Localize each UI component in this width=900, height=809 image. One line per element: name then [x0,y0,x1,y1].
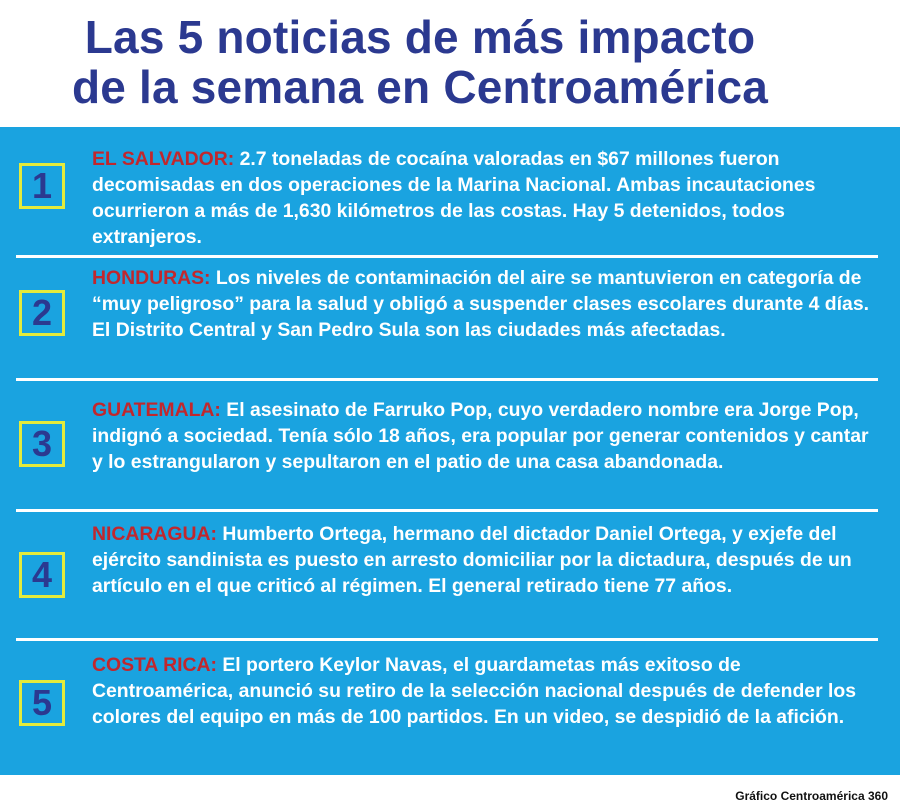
divider [16,509,878,512]
number-box: 3 [19,421,65,467]
country-label: GUATEMALA: [92,399,221,421]
country-label: EL SALVADOR: [92,148,235,170]
news-text [92,652,882,730]
page-title [0,12,840,112]
news-body: El portero Keylor Navas, el guardametas más exitoso de Centroamérica, anunció su retiro de la selección nacional después de defender los colores del equipo en más de 100 partidos. En un video, se despidió de la afición. [92,654,857,728]
news-text [92,146,882,250]
news-body: 2.7 toneladas de cocaína valoradas en $67 millones fueron decomisadas en dos operaciones de la Marina Nacional. Ambas incautaciones ocurrieron a más de 1,630 kilómetros de las costas. Hay 5 detenidos, todos extranjeros. [92,148,816,248]
divider [16,255,878,258]
news-body: Humberto Ortega, hermano del dictador Daniel Ortega, y exjefe del ejército sandinista es puesto en arresto domiciliar por la dictadura, después de un artículo en el que criticó al régimen. El general retirado tiene 77 años. [92,523,852,597]
news-text [92,397,882,475]
news-body: Los niveles de contaminación del aire se mantuvieron en categoría de “muy peligroso” para la salud y obligó a suspender clases escolares durante 4 días. El Distrito Central y San Pedro Sula son las ciudades más afectadas. [92,267,869,341]
country-label: COSTA RICA: [92,654,217,676]
title-line-2: de la semana en Centroamérica [71,61,769,113]
number-box: 5 [19,680,65,726]
divider [16,378,878,381]
news-body: El asesinato de Farruko Pop, cuyo verdadero nombre era Jorge Pop, indignó a sociedad. Tenía sólo 18 años, era popular por generar contenidos y cantar y lo estrangularon y sepultaron en el patio de una casa abandonada. [92,399,869,473]
divider [16,638,878,641]
news-panel [0,127,900,775]
title-line-1: Las 5 noticias de más impacto [84,11,756,63]
news-text [92,521,882,599]
number-box: 1 [19,163,65,209]
country-label: NICARAGUA: [92,523,217,545]
number-box: 4 [19,552,65,598]
number-box: 2 [19,290,65,336]
credit-text: Gráfico Centroamérica 360 [735,789,888,803]
country-label: HONDURAS: [92,267,211,289]
news-text [92,265,882,343]
